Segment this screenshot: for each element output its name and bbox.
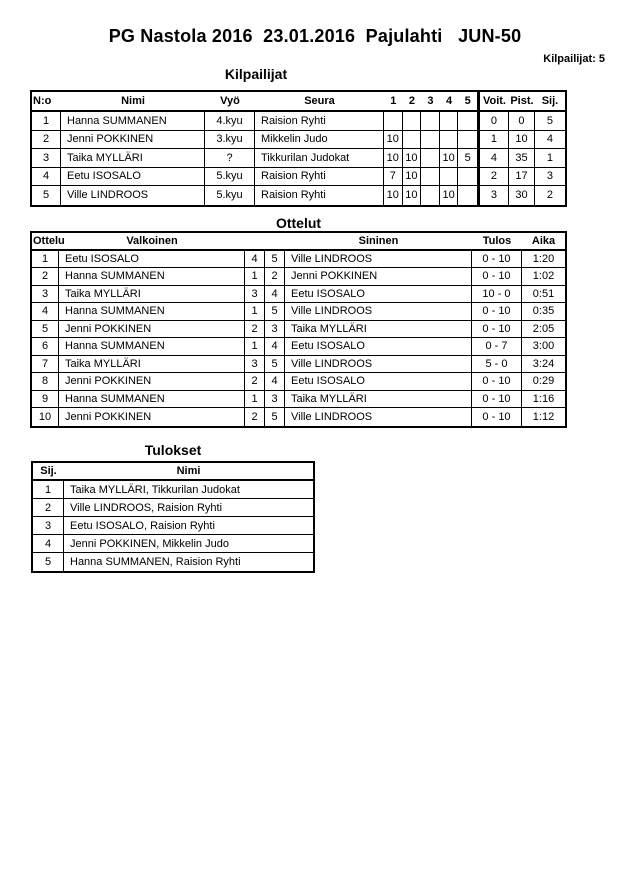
- cell-match-no: 9: [32, 391, 59, 408]
- ottelut-table: [30, 231, 567, 428]
- match-row: [32, 286, 565, 304]
- cell-white-name: Taika MYLLÄRI: [59, 286, 245, 303]
- column-header-seura: Seura: [304, 95, 335, 107]
- cell-no: 5: [32, 186, 61, 205]
- cell-aika: 1:20: [532, 252, 555, 265]
- cell-aika: 3:00: [532, 340, 555, 353]
- column-header-pist: Pist.: [510, 95, 534, 107]
- cell-pist: 10: [509, 131, 535, 149]
- cell-voit: 4: [477, 149, 509, 167]
- cell-seura: Tikkurilan Judokat: [255, 149, 384, 167]
- ottelut-heading: Ottelut: [275, 215, 322, 231]
- cell-pist: 0: [509, 112, 535, 130]
- cell-sij: 5: [546, 114, 554, 127]
- result-row: [33, 499, 313, 517]
- kilpailijat-heading: Kilpailijat: [224, 66, 288, 82]
- cell-score-3: [421, 186, 440, 205]
- match-row: [32, 408, 565, 426]
- cell-score-2: 10: [403, 149, 422, 167]
- match-row: [32, 391, 565, 409]
- cell-blue-no: 4: [265, 338, 285, 355]
- column-header-valkoinen: Valkoinen: [126, 234, 178, 247]
- cell-white-name: Jenni POKKINEN: [59, 321, 245, 338]
- cell-tulos: 5 - 0: [472, 356, 522, 373]
- competitor-row: [32, 186, 565, 205]
- cell-tulos: 0 - 10: [472, 268, 522, 285]
- cell-white-name: Hanna SUMMANEN: [59, 268, 245, 285]
- match-row: [32, 373, 565, 391]
- cell-white-no: 1: [245, 391, 265, 408]
- cell-white-no: 3: [245, 356, 265, 373]
- cell-tulos: 0 - 10: [472, 391, 522, 408]
- column-header-sij: Sij.: [40, 465, 57, 477]
- cell-blue-no: 2: [265, 268, 285, 285]
- cell-white-name: Hanna SUMMANEN: [59, 391, 245, 408]
- cell-tulos: 0 - 10: [472, 251, 522, 268]
- column-header-no: N:o: [33, 95, 52, 107]
- competitor-row: [32, 131, 565, 150]
- cell-blue-no: 5: [265, 408, 285, 426]
- cell-blue-no: 3: [265, 391, 285, 408]
- cell-nimi: Eetu ISOSALO, Raision Ryhti: [70, 519, 215, 532]
- cell-match-no: 7: [32, 356, 59, 373]
- cell-voit: 1: [477, 131, 509, 149]
- cell-white-no: 4: [245, 251, 265, 268]
- cell-aika: 1:16: [532, 392, 555, 405]
- kilpailijat-table: [30, 90, 567, 207]
- cell-white-no: 2: [245, 408, 265, 426]
- cell-blue-name: Ville LINDROOS: [285, 408, 472, 426]
- cell-white-no: 1: [245, 303, 265, 320]
- cell-score-2: [403, 112, 422, 130]
- cell-sij: 4: [33, 535, 64, 552]
- cell-tulos: 0 - 10: [472, 373, 522, 390]
- page-title: PG Nastola 2016 23.01.2016 Pajulahti JUN-50: [108, 26, 522, 46]
- match-row: [32, 321, 565, 339]
- cell-blue-name: Ville LINDROOS: [285, 251, 472, 268]
- match-row: [32, 338, 565, 356]
- cell-tulos: 0 - 7: [472, 338, 522, 355]
- cell-match-no: 3: [32, 286, 59, 303]
- cell-sij: 4: [546, 133, 554, 146]
- cell-blue-name: Eetu ISOSALO: [285, 286, 472, 303]
- cell-blue-name: Taika MYLLÄRI: [285, 321, 472, 338]
- cell-white-name: Eetu ISOSALO: [59, 251, 245, 268]
- cell-score-2: [403, 131, 422, 149]
- cell-voit: 3: [477, 186, 509, 205]
- cell-nimi: Hanna SUMMANEN, Raision Ryhti: [70, 556, 241, 568]
- column-header-4: 4: [446, 95, 453, 107]
- column-header-3: 3: [427, 95, 434, 107]
- cell-blue-name: Eetu ISOSALO: [285, 373, 472, 390]
- cell-no: 4: [32, 168, 61, 186]
- cell-white-name: Hanna SUMMANEN: [59, 338, 245, 355]
- cell-score-1: 10: [384, 186, 403, 205]
- cell-tulos: 0 - 10: [472, 408, 522, 426]
- cell-score-5: [458, 112, 477, 130]
- tulokset-heading: Tulokset: [144, 442, 202, 458]
- column-header-voit: Voit.: [477, 92, 509, 110]
- cell-vyo: 4.kyu: [205, 112, 255, 130]
- cell-aika: 3:24: [532, 357, 555, 370]
- cell-score-5: [458, 131, 477, 149]
- cell-white-no: 1: [245, 268, 265, 285]
- cell-sij: 3: [546, 170, 554, 183]
- competitors-count-label: Kilpailijat: 5: [543, 53, 605, 65]
- match-row: [32, 268, 565, 286]
- cell-aika: 0:35: [532, 305, 555, 318]
- cell-blue-name: Ville LINDROOS: [285, 356, 472, 373]
- cell-sij: 5: [33, 553, 64, 571]
- cell-tulos: 0 - 10: [472, 321, 522, 338]
- kilpailijat-header-row: [32, 92, 565, 112]
- cell-sij: 1: [546, 151, 554, 164]
- cell-pist: 17: [509, 168, 535, 186]
- cell-match-no: 10: [32, 408, 59, 426]
- cell-vyo: 5.kyu: [205, 186, 255, 205]
- cell-seura: Mikkelin Judo: [255, 131, 384, 149]
- cell-white-no: 3: [245, 286, 265, 303]
- result-row: [33, 535, 313, 553]
- column-header-white-no: [245, 233, 265, 249]
- cell-score-1: 7: [384, 168, 403, 186]
- cell-no: 1: [32, 112, 61, 130]
- column-header-nimi: Nimi: [176, 465, 201, 477]
- column-header-5: 5: [464, 95, 471, 107]
- cell-nimi: Jenni POKKINEN, Mikkelin Judo: [70, 537, 229, 550]
- cell-vyo: 5.kyu: [205, 168, 255, 186]
- cell-score-4: [440, 168, 459, 186]
- cell-score-5: [458, 168, 477, 186]
- column-header-blue-no: [265, 233, 285, 249]
- competitor-row: [32, 168, 565, 187]
- cell-voit: 0: [477, 112, 509, 130]
- cell-aika: 0:51: [532, 287, 555, 300]
- cell-match-no: 6: [32, 338, 59, 355]
- cell-blue-name: Jenni POKKINEN: [285, 268, 472, 285]
- cell-white-no: 2: [245, 321, 265, 338]
- cell-nimi: Ville LINDROOS: [61, 186, 205, 205]
- cell-nimi: Eetu ISOSALO: [61, 168, 205, 186]
- cell-blue-no: 4: [265, 373, 285, 390]
- cell-blue-no: 5: [265, 356, 285, 373]
- cell-blue-name: Eetu ISOSALO: [285, 338, 472, 355]
- cell-seura: Raision Ryhti: [255, 168, 384, 186]
- cell-score-3: [421, 131, 440, 149]
- cell-score-3: [421, 149, 440, 167]
- cell-blue-name: Taika MYLLÄRI: [285, 391, 472, 408]
- cell-sij: 2: [546, 189, 554, 202]
- competitor-row: [32, 149, 565, 168]
- cell-white-name: Hanna SUMMANEN: [59, 303, 245, 320]
- cell-sij: 1: [33, 481, 64, 498]
- cell-match-no: 4: [32, 303, 59, 320]
- cell-seura: Raision Ryhti: [255, 186, 384, 205]
- cell-score-1: 10: [384, 131, 403, 149]
- cell-nimi: Jenni POKKINEN: [61, 131, 205, 149]
- cell-vyo: ?: [205, 149, 255, 167]
- cell-blue-no: 3: [265, 321, 285, 338]
- ottelut-header-row: [32, 233, 565, 251]
- competitor-row: [32, 112, 565, 131]
- cell-white-name: Jenni POKKINEN: [59, 408, 245, 426]
- column-header-ottelu: Ottelu: [33, 234, 65, 247]
- match-row: [32, 303, 565, 321]
- tulokset-header-row: [33, 463, 313, 481]
- cell-blue-no: 5: [265, 251, 285, 268]
- result-row: [33, 481, 313, 499]
- cell-white-no: 1: [245, 338, 265, 355]
- cell-aika: 2:05: [532, 322, 555, 335]
- cell-score-4: [440, 131, 459, 149]
- cell-voit: 2: [477, 168, 509, 186]
- cell-tulos: 10 - 0: [472, 286, 522, 303]
- cell-blue-no: 5: [265, 303, 285, 320]
- cell-match-no: 8: [32, 373, 59, 390]
- column-header-tulos: Tulos: [482, 234, 512, 247]
- cell-no: 2: [32, 131, 61, 149]
- cell-match-no: 2: [32, 268, 59, 285]
- column-header-1: 1: [390, 95, 397, 107]
- cell-tulos: 0 - 10: [472, 303, 522, 320]
- cell-score-4: 10: [440, 149, 459, 167]
- cell-score-3: [421, 112, 440, 130]
- cell-aika: 1:12: [532, 410, 555, 423]
- column-header-2: 2: [408, 95, 415, 107]
- cell-match-no: 1: [32, 251, 59, 268]
- cell-white-name: Taika MYLLÄRI: [59, 356, 245, 373]
- tulokset-table: [31, 461, 315, 573]
- column-header-aika: Aika: [531, 234, 556, 247]
- cell-white-name: Jenni POKKINEN: [59, 373, 245, 390]
- cell-vyo: 3.kyu: [205, 131, 255, 149]
- cell-sij: 2: [33, 499, 64, 516]
- match-row: [32, 251, 565, 269]
- cell-score-2: 10: [403, 168, 422, 186]
- cell-score-5: [458, 186, 477, 205]
- cell-seura: Raision Ryhti: [255, 112, 384, 130]
- cell-nimi: Ville LINDROOS, Raision Ryhti: [70, 501, 223, 514]
- column-header-sininen: Sininen: [358, 234, 399, 247]
- cell-aika: 1:02: [532, 270, 555, 283]
- cell-score-5: 5: [464, 151, 471, 164]
- cell-score-2: 10: [403, 186, 422, 205]
- cell-blue-name: Ville LINDROOS: [285, 303, 472, 320]
- cell-score-3: [421, 168, 440, 186]
- match-row: [32, 356, 565, 374]
- column-header-nimi: Nimi: [121, 95, 145, 107]
- cell-no: 3: [32, 149, 61, 167]
- cell-score-1: 10: [384, 149, 403, 167]
- cell-pist: 30: [509, 186, 535, 205]
- cell-sij: 3: [33, 517, 64, 534]
- cell-nimi: Taika MYLLÄRI: [61, 149, 205, 167]
- cell-nimi: Hanna SUMMANEN: [61, 112, 205, 130]
- result-row: [33, 517, 313, 535]
- cell-match-no: 5: [32, 321, 59, 338]
- result-row: [33, 553, 313, 571]
- cell-score-4: 10: [440, 186, 459, 205]
- cell-blue-no: 4: [265, 286, 285, 303]
- cell-pist: 35: [509, 149, 535, 167]
- cell-score-4: [440, 112, 459, 130]
- cell-score-1: [384, 112, 403, 130]
- column-header-sij: Sij.: [541, 95, 559, 107]
- cell-aika: 0:29: [532, 375, 555, 388]
- cell-white-no: 2: [245, 373, 265, 390]
- column-header-vyo: Vyö: [220, 95, 240, 107]
- cell-nimi: Taika MYLLÄRI, Tikkurilan Judokat: [70, 483, 240, 496]
